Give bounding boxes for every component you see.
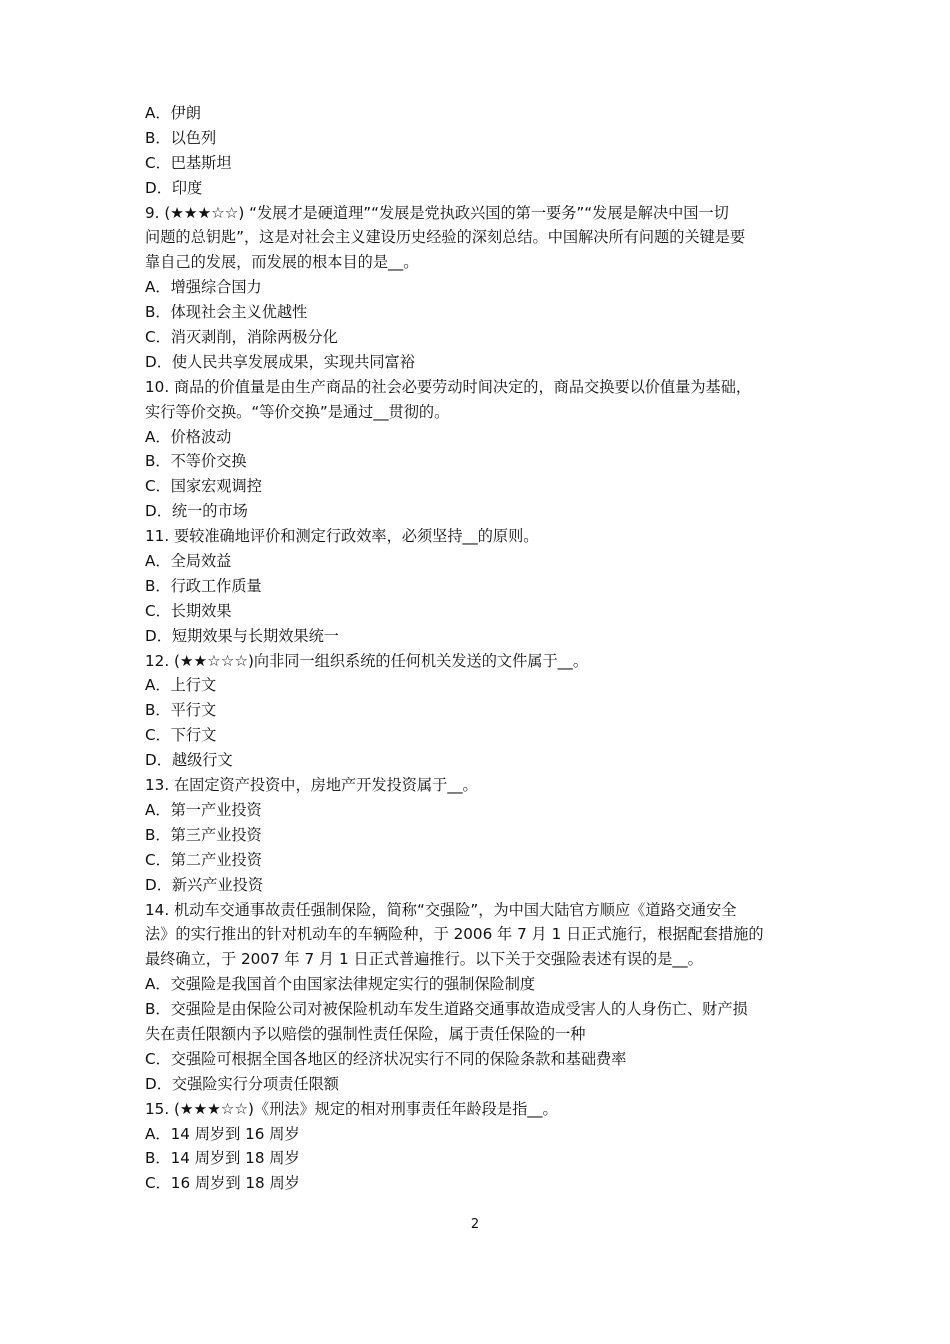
page-number: 2	[470, 1217, 480, 1232]
option-line: D．统一的市场	[145, 502, 248, 521]
option-line: D．印度	[145, 178, 203, 197]
option-line: C．下行文	[145, 726, 217, 745]
option-line: A．全局效益	[145, 552, 232, 571]
option-line: D．交强险实行分项责任限额	[145, 1074, 339, 1093]
option-line: B．不等价交换	[145, 452, 247, 471]
question-line: 靠自己的发展，而发展的根本目的是__。	[145, 253, 419, 272]
question-line: 12. (★★☆☆☆)向非同一组织系统的任何机关发送的文件属于__。	[145, 651, 589, 670]
option-line: B．14 周岁到 18 周岁	[145, 1149, 300, 1168]
option-line: C．巴基斯坦	[145, 153, 232, 172]
option-line: C．国家宏观调控	[145, 477, 262, 496]
option-line: A．价格波动	[145, 427, 232, 446]
option-line: D．使人民共享发展成果，实现共同富裕	[145, 352, 415, 371]
option-line: B．平行文	[145, 701, 217, 720]
question-line: 11. 要较准确地评价和测定行政效率，必须坚持__的原则。	[145, 527, 539, 546]
option-line: D．新兴产业投资	[145, 875, 264, 894]
question-line: 13. 在固定资产投资中，房地产开发投资属于__。	[145, 776, 478, 795]
option-line: 失在责任限额内予以赔偿的强制性责任保险，属于责任保险的一种	[145, 1024, 586, 1043]
option-line: D．短期效果与长期效果统一	[145, 626, 339, 645]
option-line: C．16 周岁到 18 周岁	[145, 1174, 300, 1193]
option-line: A．14 周岁到 16 周岁	[145, 1124, 300, 1143]
option-line: C．消灭剥削，消除两极分化	[145, 328, 338, 347]
option-line: C．长期效果	[145, 601, 232, 620]
document-body	[145, 101, 813, 1196]
question-line: 9. (★★★☆☆) “发展才是硬道理”“发展是党执政兴国的第一要务”“发展是解决中国一切	[145, 203, 729, 222]
option-line: A．增强综合国力	[145, 278, 262, 297]
option-line: A．第一产业投资	[145, 800, 262, 819]
option-line: B．第三产业投资	[145, 825, 262, 844]
option-line: C．第二产业投资	[145, 850, 262, 869]
question-line: 法》的实行推出的针对机动车的车辆险种，于 2006 年 7 月 1 日正式施行，根据配套措施的	[145, 925, 764, 944]
question-line: 15. (★★★☆☆)《刑法》规定的相对刑事责任年龄段是指__。	[145, 1099, 558, 1118]
option-line: C．交强险可根据全国各地区的经济状况实行不同的保险条款和基础费率	[145, 1049, 627, 1068]
option-line: A．交强险是我国首个由国家法律规定实行的强制保险制度	[145, 975, 536, 994]
option-line: B．体现社会主义优越性	[145, 303, 308, 322]
question-line: 最终确立，于 2007 年 7 月 1 日正式普遍推行。以下关于交强险表述有误的是__。	[145, 950, 703, 969]
option-line: A．上行文	[145, 676, 217, 695]
option-line: B．以色列	[145, 128, 217, 147]
question-line: 实行等价交换。“等价交换”是通过__贯彻的。	[145, 402, 450, 421]
option-line: D．越级行文	[145, 751, 233, 770]
question-line: 14. 机动车交通事故责任强制保险，简称“交强险”，为中国大陆官方顺应《道路交通安全	[145, 900, 737, 919]
option-line: B．交强险是由保险公司对被保险机动车发生道路交通事故造成受害人的人身伤亡、财产损	[145, 1000, 748, 1019]
question-line: 问题的总钥匙”，这是对社会主义建设历史经验的深刻总结。中国解决所有问题的关键是要	[145, 228, 746, 247]
option-line: A．伊朗	[145, 104, 201, 122]
question-line: 10. 商品的价值量是由生产商品的社会必要劳动时间决定的，商品交换要以价值量为基础，	[145, 377, 752, 396]
option-line: B．行政工作质量	[145, 576, 262, 595]
